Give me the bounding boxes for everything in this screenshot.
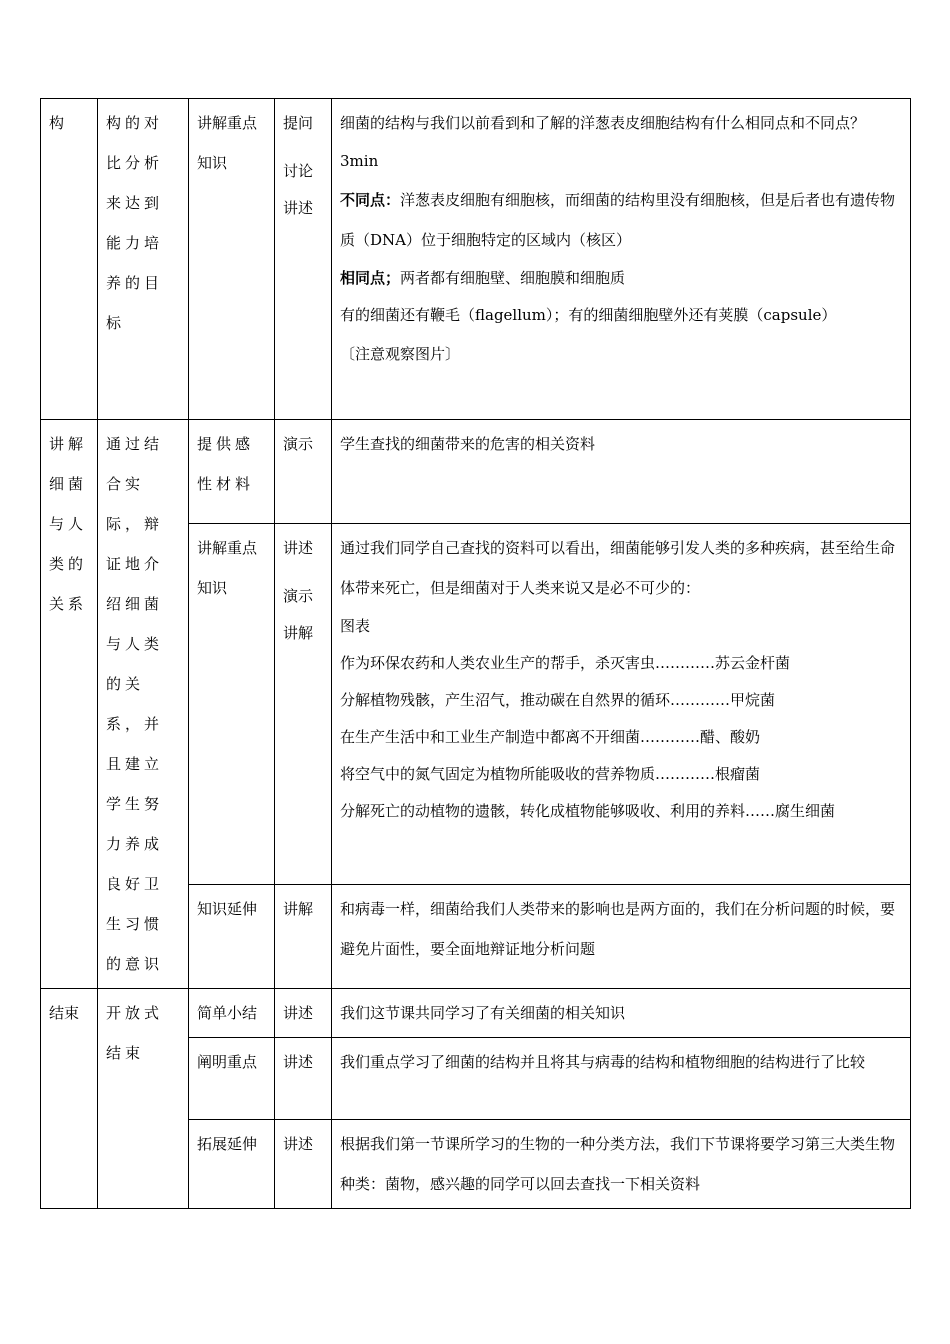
content-cell (332, 989, 911, 1038)
table-row (41, 420, 911, 524)
content-line: 3min (340, 152, 379, 170)
stage-cell (41, 420, 98, 989)
activity-cell (189, 885, 275, 989)
method-line: 讲解 (283, 623, 314, 642)
goal-text: 构的对比分析来达到能力培养的目标 (106, 114, 164, 332)
activity-text: 讲解重点知识 (197, 538, 258, 597)
content-text: 根据我们第一节课所学习的生物的一种分类方法，我们下节课将要学习第三大类生物种类：菌物，感兴趣的同学可以回去查找一下相关资料 (340, 1135, 896, 1193)
method-text: 讲述 (283, 1004, 314, 1022)
content-text: 和病毒一样，细菌给我们人类带来的影响也是两方面的，我们在分析问题的时候，要避免片面性，要全面地辩证地分析问题 (340, 900, 896, 959)
stage-label: 讲解细菌与人类的关系 (49, 435, 88, 613)
content-cell (332, 420, 911, 524)
content-line: 图表 (340, 616, 371, 635)
activity-text: 简单小结 (197, 1004, 258, 1022)
method-line: 提问 (283, 114, 314, 132)
goal-cell (98, 989, 189, 1209)
content-line: 分解死亡的动植物的遗骸，转化成植物能够吸收、利用的养料……腐生细菌 (340, 801, 836, 820)
content-text: 我们这节课共同学习了有关细菌的相关知识 (340, 1004, 626, 1022)
goal-text: 通过结合实际，辩证地介绍细菌与人类的关系，并且建立学生努力养成良好卫生习惯的意识 (106, 435, 164, 973)
activity-cell (189, 1120, 275, 1209)
stage-label: 构 (49, 114, 65, 132)
content-text: 学生查找的细菌带来的危害的相关资料 (340, 435, 596, 453)
method-cell (275, 99, 332, 420)
diff-text: 洋葱表皮细胞有细胞核，而细菌的结构里没有细胞核，但是后者也有遗传物质（DNA）位于细胞特定的区域内（核区） (340, 191, 896, 249)
activity-cell (189, 420, 275, 524)
content-line: 细菌的结构与我们以前看到和了解的洋葱表皮细胞结构有什么相同点和不同点？ (340, 114, 866, 132)
activity-text: 阐明重点 (197, 1053, 258, 1071)
activity-text: 知识延伸 (197, 900, 258, 919)
activity-text: 提供感性材料 (197, 435, 255, 493)
stage-label: 结束 (49, 1004, 80, 1022)
method-text: 讲述 (283, 1135, 314, 1153)
method-line: 讲述 (283, 538, 314, 557)
table-row (41, 99, 911, 420)
content-line: 通过我们同学自己查找的资料可以看出，细菌能够引发人类的多种疾病，甚至给生命体带来死亡，但是细菌对于人类来说又是必不可少的： (340, 538, 896, 597)
content-text: 我们重点学习了细菌的结构并且将其与病毒的结构和植物细胞的结构进行了比较 (340, 1053, 866, 1071)
content-cell (332, 99, 911, 420)
method-cell (275, 523, 332, 885)
method-line: 讲述 (283, 199, 314, 217)
content-line: 〔注意观察图片〕 (340, 345, 461, 363)
method-cell (275, 420, 332, 524)
content-cell (332, 885, 911, 989)
method-cell (275, 1120, 332, 1209)
goal-cell (98, 99, 189, 420)
method-cell (275, 1038, 332, 1120)
activity-cell (189, 523, 275, 885)
content-line: 在生产生活中和工业生产制造中都离不开细菌…………醋、酸奶 (340, 727, 761, 746)
method-text: 讲述 (283, 1053, 314, 1071)
lesson-plan-table (40, 98, 911, 1209)
activity-cell (189, 99, 275, 420)
activity-cell (189, 1038, 275, 1120)
content-cell (332, 523, 911, 885)
activity-text: 拓展延伸 (197, 1135, 258, 1153)
activity-text: 讲解重点知识 (197, 114, 258, 172)
stage-cell (41, 989, 98, 1209)
table-row (41, 989, 911, 1038)
same-label: 相同点； (340, 269, 401, 287)
content-cell (332, 1120, 911, 1209)
same-text: 两者都有细胞壁、细胞膜和细胞质 (400, 269, 626, 287)
goal-cell (98, 420, 189, 989)
goal-text: 开放式结束 (106, 1004, 164, 1062)
content-cell (332, 1038, 911, 1120)
content-line: 作为环保农药和人类农业生产的帮手，杀灭害虫…………苏云金杆菌 (340, 653, 791, 672)
method-cell (275, 885, 332, 989)
stage-cell (41, 99, 98, 420)
diff-label: 不同点： (340, 191, 401, 209)
method-text: 讲解 (283, 900, 314, 919)
method-text: 演示 (283, 435, 314, 453)
method-cell (275, 989, 332, 1038)
content-line: 将空气中的氮气固定为植物所能吸收的营养物质…………根瘤菌 (340, 764, 761, 783)
method-line: 演示 (283, 586, 314, 605)
method-line: 讨论 (283, 162, 314, 180)
activity-cell (189, 989, 275, 1038)
content-line: 有的细菌还有鞭毛（flagellum）；有的细菌细胞壁外还有荚膜（capsule） (340, 306, 837, 324)
content-line: 分解植物残骸，产生沼气，推动碳在自然界的循环…………甲烷菌 (340, 690, 776, 709)
